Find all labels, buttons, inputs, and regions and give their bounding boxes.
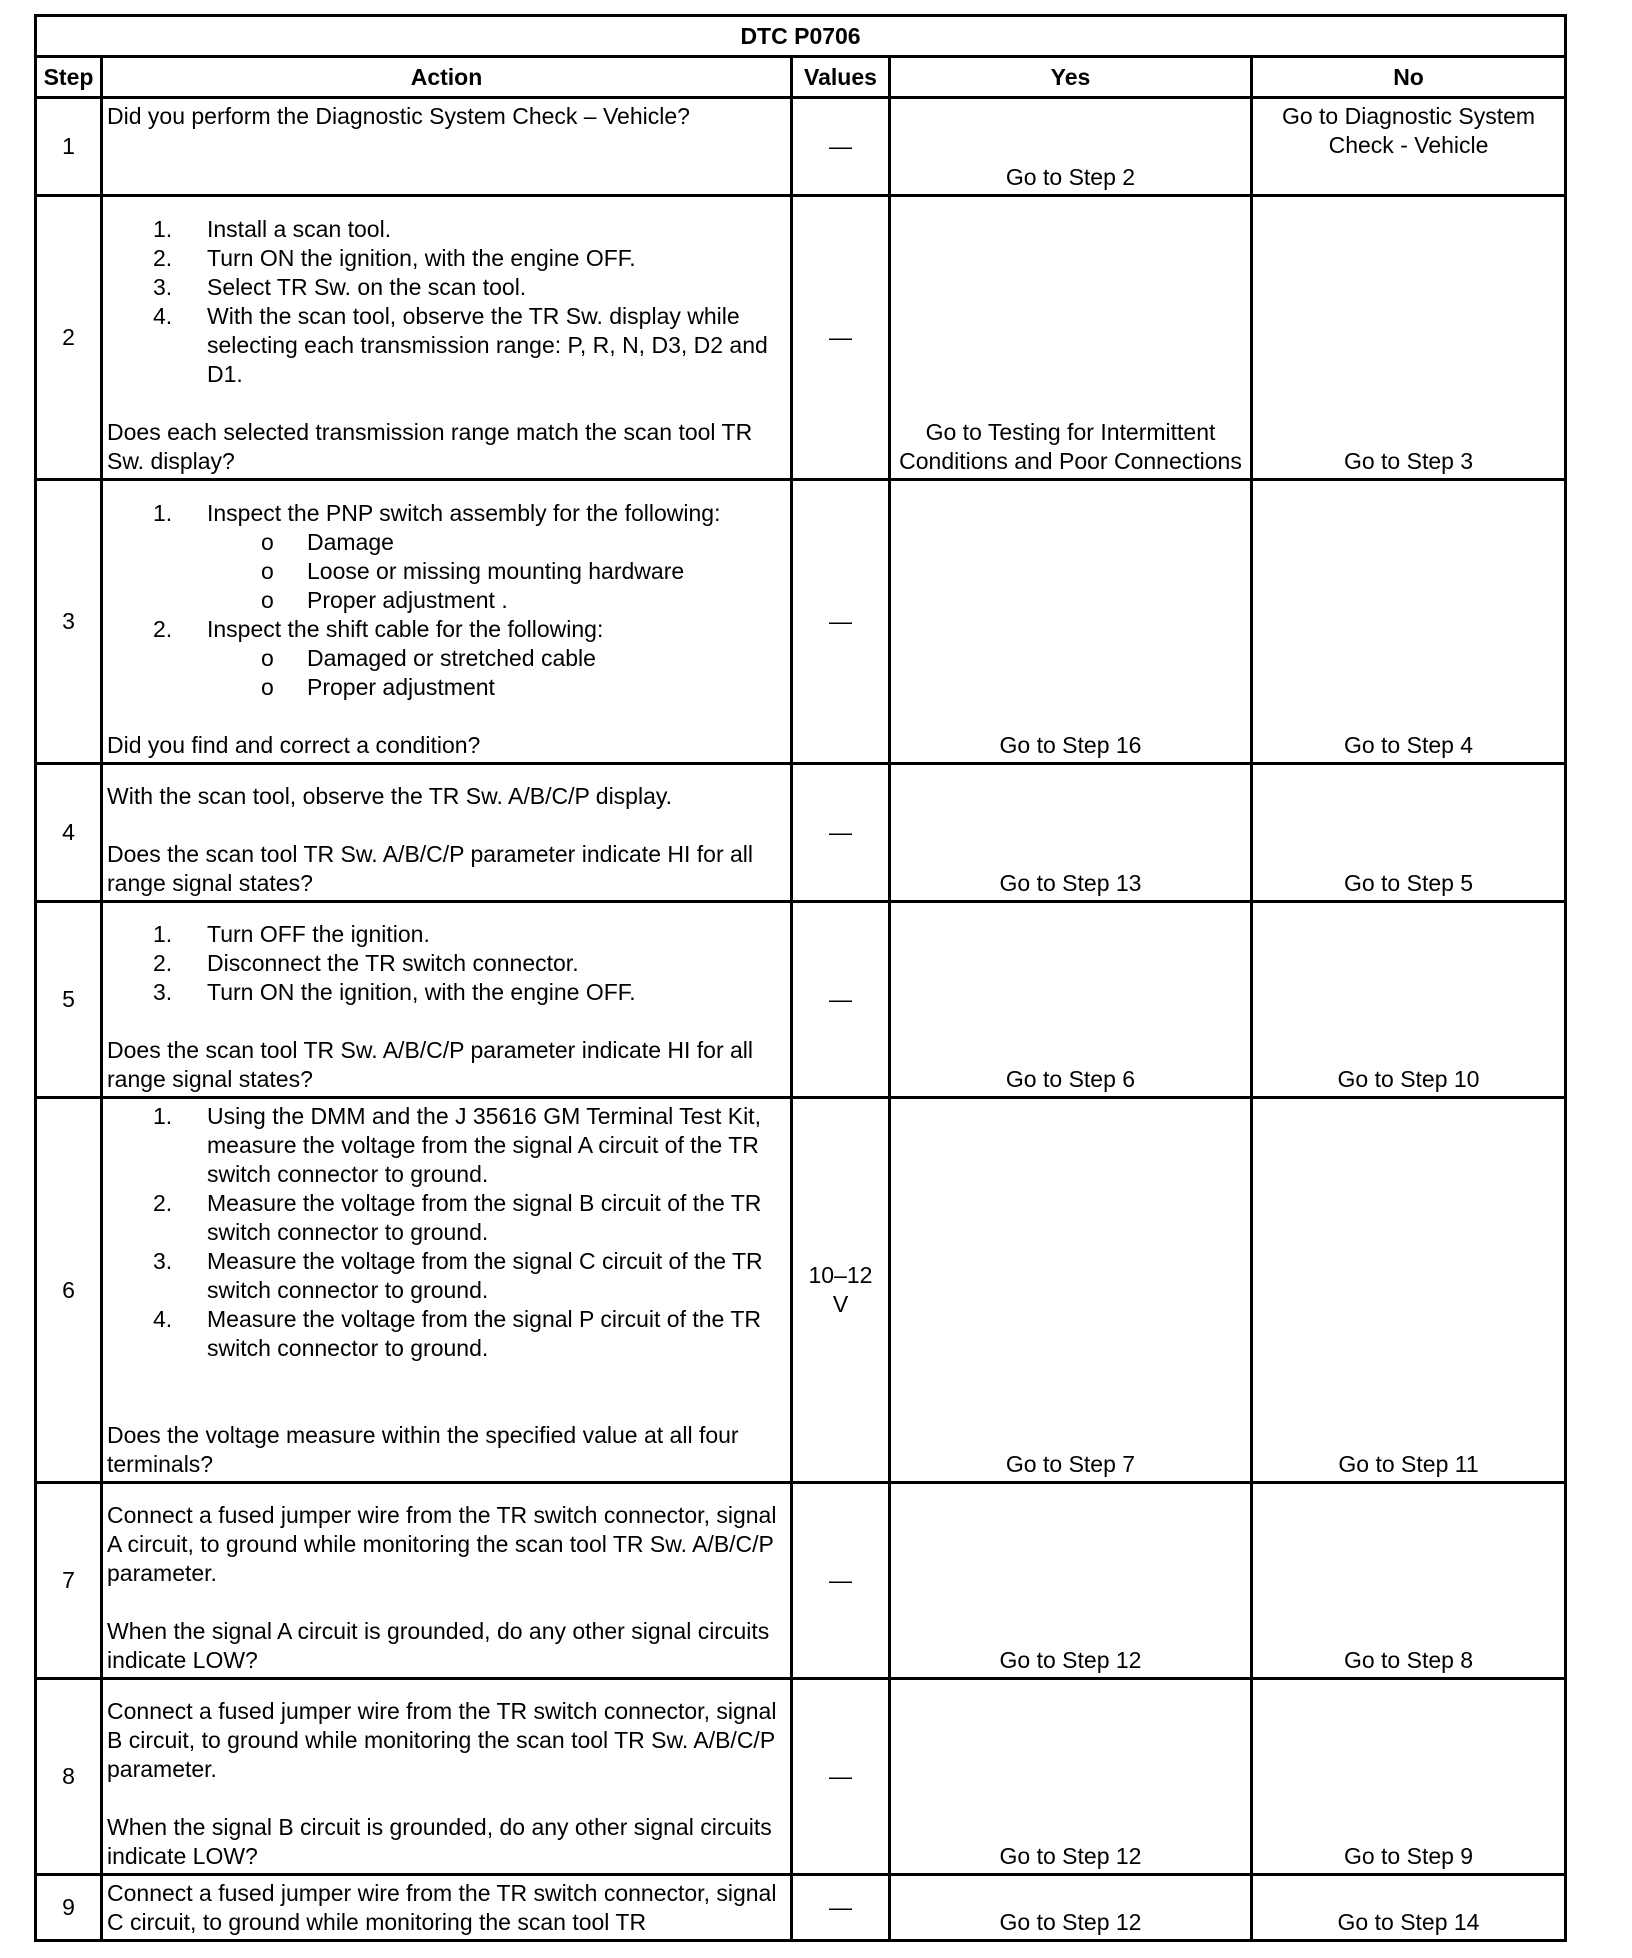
- value-cell: —: [792, 902, 890, 1098]
- action-steps-list: [107, 1102, 786, 1363]
- table-row: [36, 98, 1566, 196]
- action-step-number: 2.: [153, 616, 173, 642]
- circle-bullet-icon: o: [261, 529, 274, 555]
- yes-cell: Go to Step 12: [890, 1875, 1252, 1941]
- action-step-text: Turn OFF the ignition.: [207, 921, 430, 947]
- action-step: [107, 1247, 786, 1305]
- action-step-number: 2.: [153, 245, 173, 271]
- action-sub-text: Proper adjustment: [307, 674, 495, 700]
- no-cell: Go to Step 8: [1252, 1483, 1566, 1679]
- yes-cell: Go to Step 7: [890, 1098, 1252, 1483]
- value-cell: —: [792, 1875, 890, 1941]
- action-step: [107, 244, 786, 273]
- action-step: [107, 978, 786, 1007]
- action-step-number: 4.: [153, 1306, 173, 1332]
- action-steps-list: [107, 215, 786, 389]
- step-number: 9: [36, 1875, 102, 1941]
- dtc-table: [34, 14, 1567, 1942]
- action-step-number: 3.: [153, 274, 173, 300]
- action-step: [107, 302, 786, 389]
- no-cell: Go to Step 14: [1252, 1875, 1566, 1941]
- value-cell: —: [792, 480, 890, 764]
- value-cell: 10–12 V: [792, 1098, 890, 1483]
- header-values: Values: [792, 57, 890, 98]
- table-row: [36, 902, 1566, 1098]
- yes-cell: Go to Step 12: [890, 1679, 1252, 1875]
- table-row: [36, 196, 1566, 480]
- action-step-text: With the scan tool, observe the TR Sw. display while selecting each transmission range: P, R, N, D3, D2 and D1.: [207, 303, 768, 387]
- circle-bullet-icon: o: [261, 558, 274, 584]
- action-step-number: 1.: [153, 216, 173, 242]
- table-title: DTC P0706: [36, 16, 1566, 57]
- action-step-text: Turn ON the ignition, with the engine OFF.: [207, 979, 636, 1005]
- table-row: [36, 1875, 1566, 1941]
- no-cell: Go to Step 9: [1252, 1679, 1566, 1875]
- value-cell: —: [792, 196, 890, 480]
- action-step: [107, 215, 786, 244]
- action-question: When the signal A circuit is grounded, do any other signal circuits indicate LOW?: [107, 1618, 770, 1673]
- step-number: 8: [36, 1679, 102, 1875]
- action-step: [107, 273, 786, 302]
- yes-cell: Go to Step 6: [890, 902, 1252, 1098]
- action-step-number: 1.: [153, 921, 173, 947]
- table-body: [36, 98, 1566, 1941]
- yes-cell: Go to Step 13: [890, 764, 1252, 902]
- value-cell: —: [792, 764, 890, 902]
- action-cell: [102, 98, 792, 196]
- action-intro: Connect a fused jumper wire from the TR switch connector, signal C circuit, to ground while monitoring the scan tool TR: [107, 1880, 777, 1935]
- header-no: No: [1252, 57, 1566, 98]
- circle-bullet-icon: o: [261, 587, 274, 613]
- action-step: [107, 1102, 786, 1189]
- table-row: [36, 1679, 1566, 1875]
- no-cell: Go to Step 10: [1252, 902, 1566, 1098]
- action-sub-text: Damage: [307, 529, 394, 555]
- action-step-text: Turn ON the ignition, with the engine OFF.: [207, 245, 636, 271]
- action-step-number: 1.: [153, 1103, 173, 1129]
- action-sub-item: [207, 586, 786, 615]
- action-step-number: 3.: [153, 979, 173, 1005]
- circle-bullet-icon: o: [261, 645, 274, 671]
- action-step-number: 1.: [153, 500, 173, 526]
- no-cell: Go to Step 4: [1252, 480, 1566, 764]
- action-step-text: Measure the voltage from the signal P circuit of the TR switch connector to ground.: [207, 1306, 761, 1361]
- yes-cell: Go to Step 12: [890, 1483, 1252, 1679]
- action-step-number: 2.: [153, 1190, 173, 1216]
- no-cell: Go to Diagnostic System Check - Vehicle: [1252, 98, 1566, 196]
- action-step-text: Inspect the PNP switch assembly for the following:: [207, 500, 721, 526]
- action-cell: [102, 1679, 792, 1875]
- action-cell: [102, 1098, 792, 1483]
- step-number: 6: [36, 1098, 102, 1483]
- step-number: 2: [36, 196, 102, 480]
- action-step: [107, 920, 786, 949]
- table-row: [36, 480, 1566, 764]
- action-question: Does the voltage measure within the specified value at all four terminals?: [107, 1422, 739, 1477]
- action-step: [107, 615, 786, 702]
- action-intro: Did you perform the Diagnostic System Check – Vehicle?: [107, 103, 690, 129]
- action-step-text: Measure the voltage from the signal B circuit of the TR switch connector to ground.: [207, 1190, 762, 1245]
- action-step-text: Select TR Sw. on the scan tool.: [207, 274, 527, 300]
- yes-cell: Go to Step 2: [890, 98, 1252, 196]
- action-cell: [102, 902, 792, 1098]
- value-cell: —: [792, 98, 890, 196]
- action-steps-list: [107, 499, 786, 702]
- action-step-text: Install a scan tool.: [207, 216, 392, 242]
- header-row: [36, 57, 1566, 98]
- action-cell: [102, 1483, 792, 1679]
- value-cell: —: [792, 1483, 890, 1679]
- table-row: [36, 764, 1566, 902]
- header-step: Step: [36, 57, 102, 98]
- yes-cell: Go to Testing for Intermittent Conditions and Poor Connections: [890, 196, 1252, 480]
- action-intro: With the scan tool, observe the TR Sw. A/B/C/P display.: [107, 783, 673, 809]
- action-step: [107, 949, 786, 978]
- action-step: [107, 1305, 786, 1363]
- action-sub-item: [207, 557, 786, 586]
- action-step-text: Using the DMM and the J 35616 GM Terminal Test Kit, measure the voltage from the signal A circuit of the TR switch connector to ground.: [207, 1103, 761, 1187]
- action-question: Does each selected transmission range match the scan tool TR Sw. display?: [107, 419, 753, 474]
- action-step-text: Measure the voltage from the signal C circuit of the TR switch connector to ground.: [207, 1248, 763, 1303]
- action-cell: [102, 196, 792, 480]
- action-cell: [102, 764, 792, 902]
- circle-bullet-icon: o: [261, 674, 274, 700]
- action-sub-item: [207, 673, 786, 702]
- no-cell: Go to Step 5: [1252, 764, 1566, 902]
- action-steps-list: [107, 920, 786, 1007]
- action-intro: Connect a fused jumper wire from the TR switch connector, signal B circuit, to ground while monitoring the scan tool TR Sw. A/B/C/P parameter.: [107, 1698, 777, 1782]
- no-cell: Go to Step 3: [1252, 196, 1566, 480]
- action-sub-list: [207, 528, 786, 615]
- action-step-text: Disconnect the TR switch connector.: [207, 950, 579, 976]
- table-row: [36, 1483, 1566, 1679]
- yes-cell: Go to Step 16: [890, 480, 1252, 764]
- table-row: [36, 1098, 1566, 1483]
- header-yes: Yes: [890, 57, 1252, 98]
- action-question: Does the scan tool TR Sw. A/B/C/P parameter indicate HI for all range signal states?: [107, 1037, 754, 1092]
- header-action: Action: [102, 57, 792, 98]
- action-cell: [102, 480, 792, 764]
- action-step: [107, 499, 786, 615]
- step-number: 7: [36, 1483, 102, 1679]
- action-step-number: 3.: [153, 1248, 173, 1274]
- value-cell: —: [792, 1679, 890, 1875]
- step-number: 3: [36, 480, 102, 764]
- action-question: When the signal B circuit is grounded, do any other signal circuits indicate LOW?: [107, 1814, 772, 1869]
- action-sub-text: Loose or missing mounting hardware: [307, 558, 685, 584]
- action-question: Did you find and correct a condition?: [107, 732, 481, 758]
- step-number: 1: [36, 98, 102, 196]
- action-question: Does the scan tool TR Sw. A/B/C/P parameter indicate HI for all range signal states?: [107, 841, 754, 896]
- title-row: [36, 16, 1566, 57]
- action-step-text: Inspect the shift cable for the following:: [207, 616, 604, 642]
- action-step: [107, 1189, 786, 1247]
- action-step-number: 2.: [153, 950, 173, 976]
- action-sub-text: Damaged or stretched cable: [307, 645, 596, 671]
- step-number: 4: [36, 764, 102, 902]
- action-sub-item: [207, 528, 786, 557]
- step-number: 5: [36, 902, 102, 1098]
- action-step-number: 4.: [153, 303, 173, 329]
- action-sub-list: [207, 644, 786, 702]
- action-sub-item: [207, 644, 786, 673]
- action-intro: Connect a fused jumper wire from the TR switch connector, signal A circuit, to ground while monitoring the scan tool TR Sw. A/B/C/P parameter.: [107, 1502, 777, 1586]
- action-sub-text: Proper adjustment .: [307, 587, 508, 613]
- action-cell: [102, 1875, 792, 1941]
- no-cell: Go to Step 11: [1252, 1098, 1566, 1483]
